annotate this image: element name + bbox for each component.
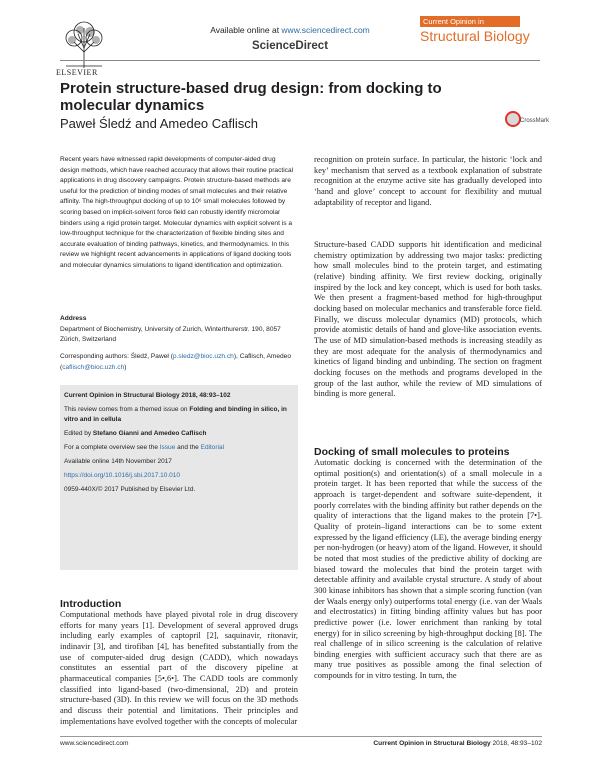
journal-citation: Current Opinion in Structural Biology 2018, 48:93–102 [64, 392, 231, 399]
overview-line [64, 443, 294, 453]
issue-link[interactable]: Issue [159, 444, 176, 451]
footer-journal: Current Opinion in Structural Biology [373, 740, 491, 747]
sciencedirect-url-link[interactable]: www.sciencedirect.com [281, 25, 370, 35]
footer-url[interactable]: www.sciencedirect.com [60, 740, 129, 747]
article-info-box [60, 385, 298, 570]
edited-prefix: Edited by [64, 430, 93, 437]
article-title: Protein structure-based drug design: from docking to molecular dynamics [60, 80, 442, 114]
corresponding-authors [60, 352, 295, 373]
header-divider [60, 60, 540, 61]
journal-logo [420, 16, 538, 44]
availability-prefix: Available online at [210, 25, 282, 35]
corresp-middle: ), Caflisch, Amedeo ( [60, 353, 292, 371]
article-authors: Paweł Śledź and Amedeo Caflisch [60, 116, 259, 131]
right-paragraph-1: recognition on protein surface. In particular, the historic ‘lock and key’ mechanism that served as a textbook explanation of substrate recognition at the enzyme active site has gradually developed into ‘hand and glove’ concept to account for flexibility and mutual adaptability of receptor and ligand. [314, 155, 542, 207]
journal-name-small: Current Opinion in [420, 16, 520, 27]
sciencedirect-wordmark: ScienceDirect [251, 40, 329, 52]
footer-divider [60, 736, 542, 737]
themed-issue-line [64, 405, 294, 425]
email-link-sledz[interactable]: p.sledz@bioc.uzh.ch [172, 353, 234, 360]
editorial-link[interactable]: Editorial [200, 444, 225, 451]
address-block [60, 314, 295, 346]
edited-by-line [64, 429, 294, 439]
overview-and-the: and the [175, 444, 201, 451]
introduction-body: Computational methods have played pivotal role in drug discovery efforts for many years [1]. Development of several approved drugs including early examples of captopril [2], saquinavir, ritonavir, indinavir [3], and tirofiban [4], has benefited substantially from the use of computer-aided drug design (CADD), which nowadays constitutes an essential part of the discovery pipeline at pharmaceutical companies [5•,6•]. The CADD tools are commonly classified into ligand-based (two-dimensional, 2D) and protein structure-based (3D). In this review we will focus on the 3D methods and discuss their potential and limitations. Their principles and implementations have evolved together with the concepts of molecular [60, 610, 298, 726]
overview-prefix: For a complete overview see the [64, 444, 160, 451]
footer-pages: 2018, 48:93–102 [490, 740, 542, 747]
doi-link[interactable]: https://doi.org/10.1016/j.sbi.2017.10.010 [64, 472, 181, 479]
page-header [0, 0, 600, 80]
footer-citation [300, 740, 542, 747]
right-paragraph-2: Structure-based CADD supports hit identification and medicinal chemistry optimization by addressing two major tasks: predicting how small molecules bind to the protein target, and estimating (relative) binding affinity. We first review docking, originally inspired by the lock and key concept, which is used for both tasks. We then present a fragment-based method for high-throughput docking based on molecular mechanics and transferable force field. Finally, we discuss molecular dynamics (MD) protocols, which provide atomistic details of hand and glove-like association events. The use of MD simulation-based methods is increasing steadily as they are most adequate for the analysis of thermodynamics and kinetics of ligand binding and unbinding. The section on fragment docking focuses on the methods and programs developed in the group of the last author, while the review of MD simulations of binding is more general. [314, 240, 542, 399]
theme-prefix: This review comes from a themed issue on [64, 406, 190, 413]
address-text: Department of Biochemistry, University of Zurich, Winterthurerstr. 190, 8057 Zürich, Switzerland [60, 325, 281, 344]
availability-line [170, 25, 410, 35]
crossmark-label[interactable]: CrossMark [520, 118, 550, 124]
email-link-caflisch[interactable]: caflisch@bioc.uzh.ch [62, 363, 125, 371]
introduction-heading: Introduction [60, 598, 122, 610]
journal-name-large: Structural Biology [420, 28, 530, 44]
available-online-date: Available online 14th November 2017 [64, 458, 172, 465]
editors: Stefano Gianni and Amedeo Caflisch [92, 430, 207, 437]
publisher-wordmark: ELSEVIER [56, 68, 98, 77]
docking-body: Automatic docking is concerned with the determination of the optimal position(s) and orientation(s) of a small molecule in a protein target. It has been reported that while the success of the approach is target-dependent and software suite-dependent, it poorly correlates with the binding affinity but rather depends on the quality of interactions that the ligand makes to the protein [7•]. Quality of protein–ligand interactions can be to some extent expressed by the ligand efficiency (LE), the average binding energy per non-hydrogen (or heavy) atom of the ligand. However, it should be noted that most studies of the predictive ability of docking are biased toward the molecules that bind the protein target with detectable affinity and available crystal structure. A study of about 300 kinase inhibitors has shown that a simple scoring function (van der Waals energy only) outperforms total energy (i.e. van der Waals and electrostatics) in fitting binding affinity values but has poor predictive power (i.e. lower enrichment than ranking by total energy) for in silico screening by high-throughput docking [8]. The real challenge of in silico screening is the calculation of relative binding energies with sufficient accuracy such that there are as many true positives as possible among the final selection of compounds for in vitro testing. In turn, the [314, 458, 542, 681]
address-heading: Address [60, 315, 87, 322]
copyright-line: 0959-440X/© 2017 Published by Elsevier Ltd. [64, 486, 196, 493]
crossmark-icon[interactable] [505, 111, 521, 127]
theme-title: Folding and binding in silico, in vitro and in cellula [64, 406, 287, 423]
elsevier-tree-logo-icon [60, 18, 108, 70]
docking-heading: Docking of small molecules to proteins [314, 446, 510, 458]
corresp-suffix: ) [124, 363, 127, 371]
abstract: Recent years have witnessed rapid developments of computer-aided drug design methods, which have reached accuracy that allows their routine practical applications in drug discovery campaigns. Protein structure-based methods are useful for the prediction of binding modes of small molecules and their relative affinity. The high-throughput docking of up to 10⁶ small molecules followed by scoring based on implicit-solvent force field can robustly identify micromolar binders using a rigid protein target. Molecular dynamics with explicit solvent is a low-throughput technique for the characterization of flexible binding sites and accurate evaluation of binding pathways, kinetics, and thermodynamics. In this review we highlight recent advancements in applications of ligand docking tools and molecular dynamics simulations to ligand identification and optimization. [60, 156, 294, 269]
corresp-prefix: Corresponding authors: Śledź, Paweł ( [60, 353, 173, 360]
